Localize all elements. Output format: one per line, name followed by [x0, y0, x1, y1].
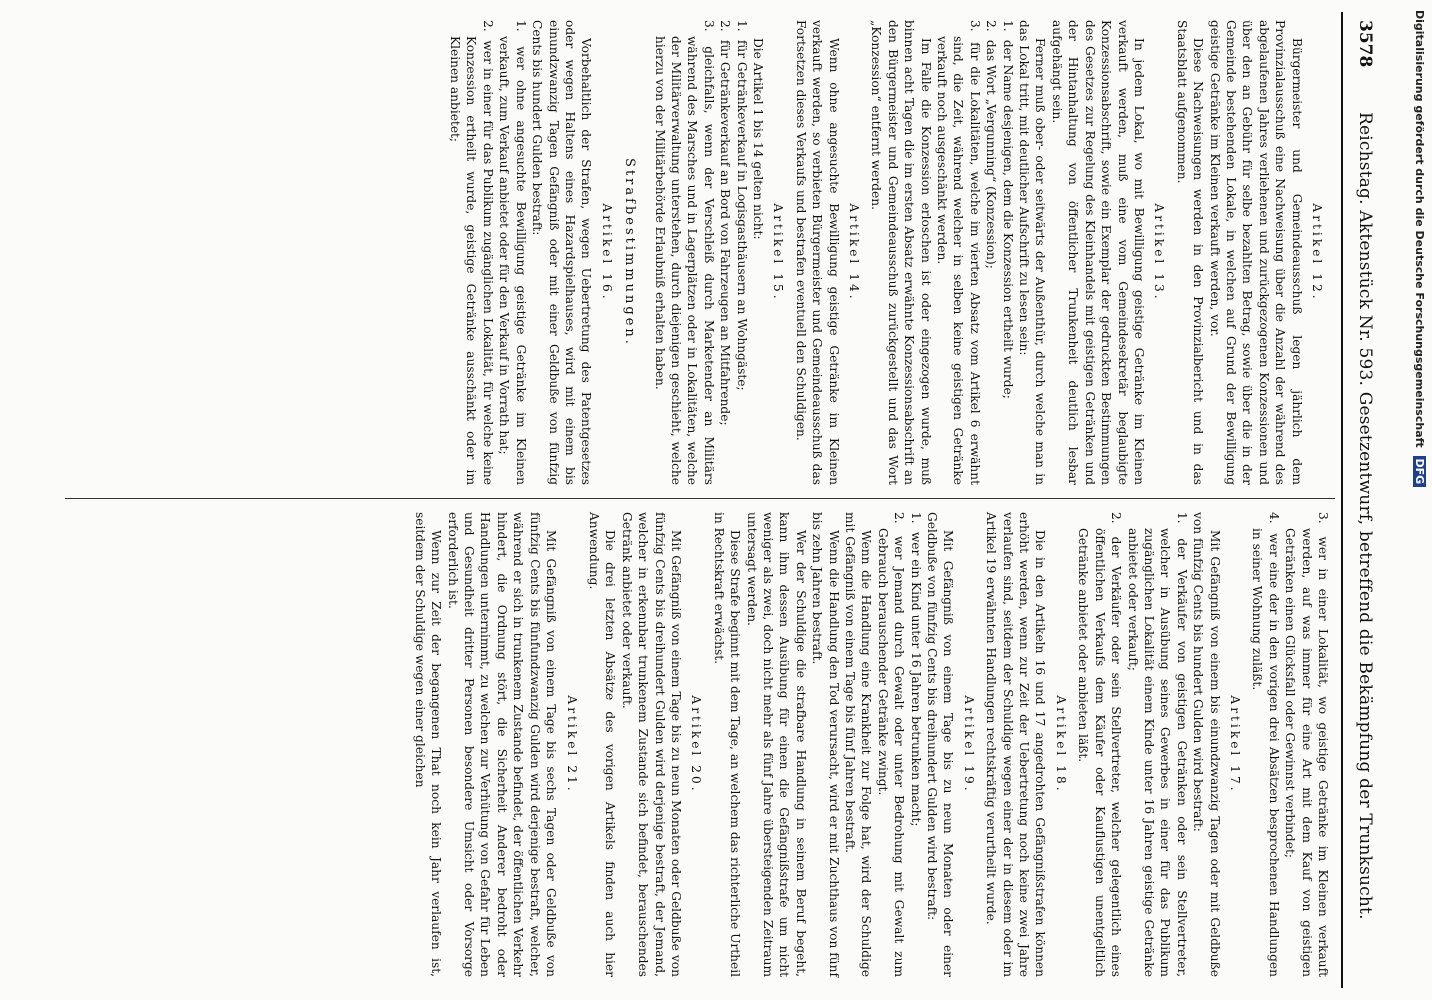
item-text: gleichfalls, wenn der Verschleiß durch Marketender an Militärs während des Marsches und in Lagerplätzen oder in Lokalitäten, welche der Militärverwaltung unterstehen, durch diejenigen geschieht, welche hierzu von der Militärbehörde Erlaubniß erhalten haben. — [652, 36, 716, 485]
paragraph: Die in den Artikeln 16 und 17 angedrohten Gefängnißstrafen können erhöht werden, wenn zur Zeit der Uebertretung noch keine zwei Jahre verlaufen sind, seitdem der Schuldige wegen einer der in diesem oder im Artikel 19 erwähnten Handlungen rechtskräftig verurtheilt wurde. — [984, 512, 1048, 977]
item-number: 4. — [1266, 512, 1281, 524]
numbered-item — [447, 20, 496, 485]
numbered-item — [1282, 512, 1331, 977]
paragraph: Wenn die Handlung eine Krankheit zur Folge hat, wird der Schuldige mit Gefängniß von einem Tage bis fünf Jahren bestraft. — [843, 512, 874, 977]
item-text: das Wort „Vergunning“ (Konzession); — [984, 39, 999, 269]
article-heading: Artikel 16. — [599, 203, 614, 302]
paragraph: Wenn ohne angesuchte Bewilligung geistige Getränke im Kleinen verkauft werden, so verbieten Bürgermeister und Gemeindeausschuß das Fortsetzen dieses Verkaufs und bestrafen eventuell den Schuldigen. — [793, 20, 841, 485]
paragraph: Die drei letzten Absätze des vorigen Artikels finden auch hier Anwendung. — [586, 512, 618, 977]
paragraph: Die Artikel 1 bis 14 gelten nicht: — [751, 38, 765, 240]
item-text: wer Jemand durch Gewalt oder unter Bedrohung mit Gewalt zum Gebrauch berauschender Getränke zwingt. — [875, 528, 907, 978]
article-heading: Artikel 19. — [961, 695, 976, 794]
paragraph: Mit Gefängniß von einem Tage bis zu neun Monaten oder einer Geldbuße von fünfzig Cents bis dreihundert Gulden wird bestraft: — [925, 512, 956, 977]
item-number: 1. — [1000, 20, 1015, 32]
item-number: 2. — [718, 20, 733, 32]
item-text: für die Lokalitäten, welche im vierten Absatz vom Artikel 6 erwähnt sind, die Zeit, während welcher in selben keine geistigen Getränke verkauft noch ausgeschänkt werden. — [935, 36, 982, 486]
article-heading: Artikel 12. — [1310, 203, 1324, 302]
digitization-note — [1410, 10, 1428, 995]
item-text: wer ein Kind unter 16 Jahren betrunken macht; — [908, 531, 923, 827]
item-number: 3. — [967, 20, 982, 32]
paragraph: Wer der Schuldige die strafbare Handlung in seinem Beruf begeht, kann ihm dessen Ausübung für einen die Gefängnißstrafe um nicht weniger als zwei, doch nicht mehr als fünf Jahre übersteigenden Zeitraum untersagt werden. — [744, 512, 808, 977]
item-number: 2. — [892, 512, 907, 524]
item-text: der Name desjenigen, dem die Konzession ertheilt wurde; — [1000, 39, 1015, 399]
article-heading: Artikel 20. — [689, 695, 704, 794]
numbered-item — [733, 20, 749, 485]
digitization-note-text: Digitalisierung gefördert durch die Deutsche Forschungsgemeinschaft — [1413, 10, 1426, 448]
numbered-item — [907, 512, 923, 977]
left-text-column — [447, 20, 1331, 485]
page-running-title: Reichstag. Aktenstück Nr. 593. Gesetzentwurf, betreffend die Bekämpfung der Trunksucht. — [1355, 112, 1375, 920]
item-number: 1. — [908, 512, 923, 524]
item-text: der Verkäufer von geistigen Getränken oder sein Stellvertreter, welcher in Ausübung seines Gewerbes in einer für das Publikum zugänglichen Lokalität einem Kinde unter 16 Jahren geistige Getränke anbietet oder verkauft; — [1125, 528, 1189, 978]
right-text-column — [411, 512, 1331, 977]
paragraph: In jedem Lokal, wo mit Bewilligung geistige Getränke im Kleinen verkauft werden, muß eine vom Gemeindesekretär beglaubigte Konzessionsabschrift, sowie ein Exemplar der gedruckten Bestimmungen des Gesetzes zur Regelung des Kleinhandels mit geistigen Getränken und der Hintanhaltung von öffentlicher Trunkenheit deutlich lesbar aufgehängt sein. — [1049, 20, 1146, 485]
numbered-item — [874, 512, 907, 978]
paragraph: Mit Gefängniß von einem Tage bis sechs Tagen oder Geldbuße von fünfzig Cents bis fünfundzwanzig Gulden wird derjenige bestraft, welcher, während er sich in trunkenem Zustande befindet, der öffentlichen Verkehr hindert, die Ordnung stört, die Sicherheit Anderer bedroht oder Handlungen unternimmt, zu welchen zur Verhütung von Gefahr für Leben und Gesundheit dritter Personen besondere Umsicht oder Vorsorge erforderlich ist. — [445, 512, 559, 977]
page-number: 3578 — [1355, 20, 1375, 68]
item-number: 2. — [480, 20, 495, 32]
page-header — [1341, 12, 1385, 988]
item-text: wer ohne angesuchte Bewilligung geistige Getränke im Kleinen verkauft, zum Verkauf anbietet oder für den Verkauf in Vorrath hat; — [497, 36, 528, 485]
item-number: 1. — [734, 20, 749, 32]
numbered-item — [934, 20, 983, 486]
paragraph: Mit Gefängniß von einem Tage bis zu neun Monaten oder Geldbuße von fünfzig Cents bis dreihundert Gulden wird derjenige bestraft, der Jemand, welcher in erkennbar trunkenem Zustande sich befindet, berauschendes Getränk anbietet oder verkauft. — [619, 512, 683, 977]
paragraph: Diese Strafe beginnt mit dem Tage, an welchem das richterliche Urtheil in Rechtskraft erwächst. — [711, 512, 743, 977]
article-heading: Artikel 14. — [847, 203, 862, 302]
item-text: für Getränkeverkauf in Logisgasthäusern an Wohngäste; — [734, 39, 749, 391]
article-heading: Artikel 17. — [1227, 695, 1242, 794]
article-heading: Artikel 21. — [564, 695, 579, 794]
paragraph: Vorbehaltlich der Strafen, wegen Uebertretung des Patentgesetzes oder wegen Haltens eines Hazardspielhauses, wird mit einem bis einundzwanzig Tagen Gefängniß oder mit einer Geldbuße von fünfzig Cents bis hundert Gulden bestraft: — [530, 20, 594, 485]
item-text: wer in einer Lokalität, wo geistige Getränke im Kleinen verkauft werden, auf was immer für eine Art mit dem Kauf von geistigen Getränken einen Glücksfall oder Gewinnst verbindet; — [1283, 528, 1330, 977]
article-heading: Artikel 15. — [771, 203, 786, 302]
paragraph: Ferner muß ober- oder seitwärts der Außenthür, durch welche man in das Lokal tritt, mit deutlicher Aufschrift zu lesen sein: — [1017, 20, 1048, 485]
item-number: 1. — [513, 20, 528, 32]
numbered-item — [1124, 512, 1190, 978]
paragraph: Wenn die Handlung den Tod verursacht, wird er mit Zuchthaus von fünf bis zehn Jahren bestraft. — [810, 512, 841, 977]
numbered-item — [496, 20, 529, 485]
paragraph: Wenn zur Zeit der begangenen That noch kein Jahr verlaufen ist, seitdem der Schuldige wegen einer gleichen — [412, 512, 444, 977]
rotated-page-content — [40, 12, 1385, 988]
item-text: für Getränkeverkauf an Bord von Fahrzeugen an Mitfahrende; — [718, 39, 733, 426]
item-number: 2. — [984, 20, 999, 32]
item-text: wer in einer für das Publikum zugänglichen Lokalität, für welche keine Konzession ertheilt wurde, geistige Getränke ausschänkt oder im Kleinen anbietet; — [448, 36, 495, 485]
item-text: der Verkäufer oder sein Stellvertreter, welcher gelegentlich eines öffentlichen Verkaufs dem Käufer oder Kauflustigen unentgeltlich Getränke anbietet oder anbieten läßt. — [1076, 528, 1124, 977]
paragraph: Diese Nachweisungen werden in den Provinzialbericht und in das Staatsblatt aufgenommen. — [1174, 20, 1206, 485]
section-heading: Strafbestimmungen. — [622, 158, 638, 347]
paragraph: Im Falle die Konzession erloschen ist oder eingezogen wurde, muß binnen acht Tagen die im ersten Absatz erwähnte Konzessionsabschrift an den Bürgermeister und Gemeindeausschuß zurückgestellt und das Wort „Konzession“ entfernt werden. — [869, 20, 933, 485]
item-number: 3. — [1316, 512, 1330, 524]
item-number: 2. — [1109, 512, 1124, 524]
paragraph: Mit Gefängniß von einem bis einundzwanzig Tagen oder mit Geldbuße von fünfzig Cents bis hundert Gulden wird bestraft: — [1191, 512, 1222, 977]
item-number: 1. — [1174, 512, 1189, 524]
paragraph: Bürgermeister und Gemeindeausschuß legen jährlich dem Provinzialausschuß eine Nachweisung über die Anzahl der während des abgelaufenen Jahres verliehenen und zurückgezogenen Konzessionen und über den an Gebühr für selbe bezahlten Betrag, sowie über die in der Gemeinde bestehenden Lokale, in welchen auf Grund der Bewilligung geistige Getränke im Kleinen verkauft werden, vor. — [1207, 20, 1304, 485]
item-number: 3. — [701, 20, 716, 32]
numbered-item — [651, 20, 717, 485]
column-divider — [65, 498, 1335, 499]
article-heading: Artikel 18. — [1053, 695, 1068, 794]
article-heading: Artikel 13. — [1152, 203, 1167, 302]
numbered-item — [999, 20, 1015, 485]
numbered-item — [1075, 512, 1124, 977]
item-text: wer eine der in den vorigen drei Absätzen besprochenen Handlungen in seiner Wohnung zuläßt. — [1250, 528, 1281, 977]
numbered-item — [717, 20, 733, 485]
numbered-item — [1249, 512, 1282, 977]
numbered-item — [983, 20, 999, 485]
dfg-logo: DFG — [1413, 456, 1426, 488]
